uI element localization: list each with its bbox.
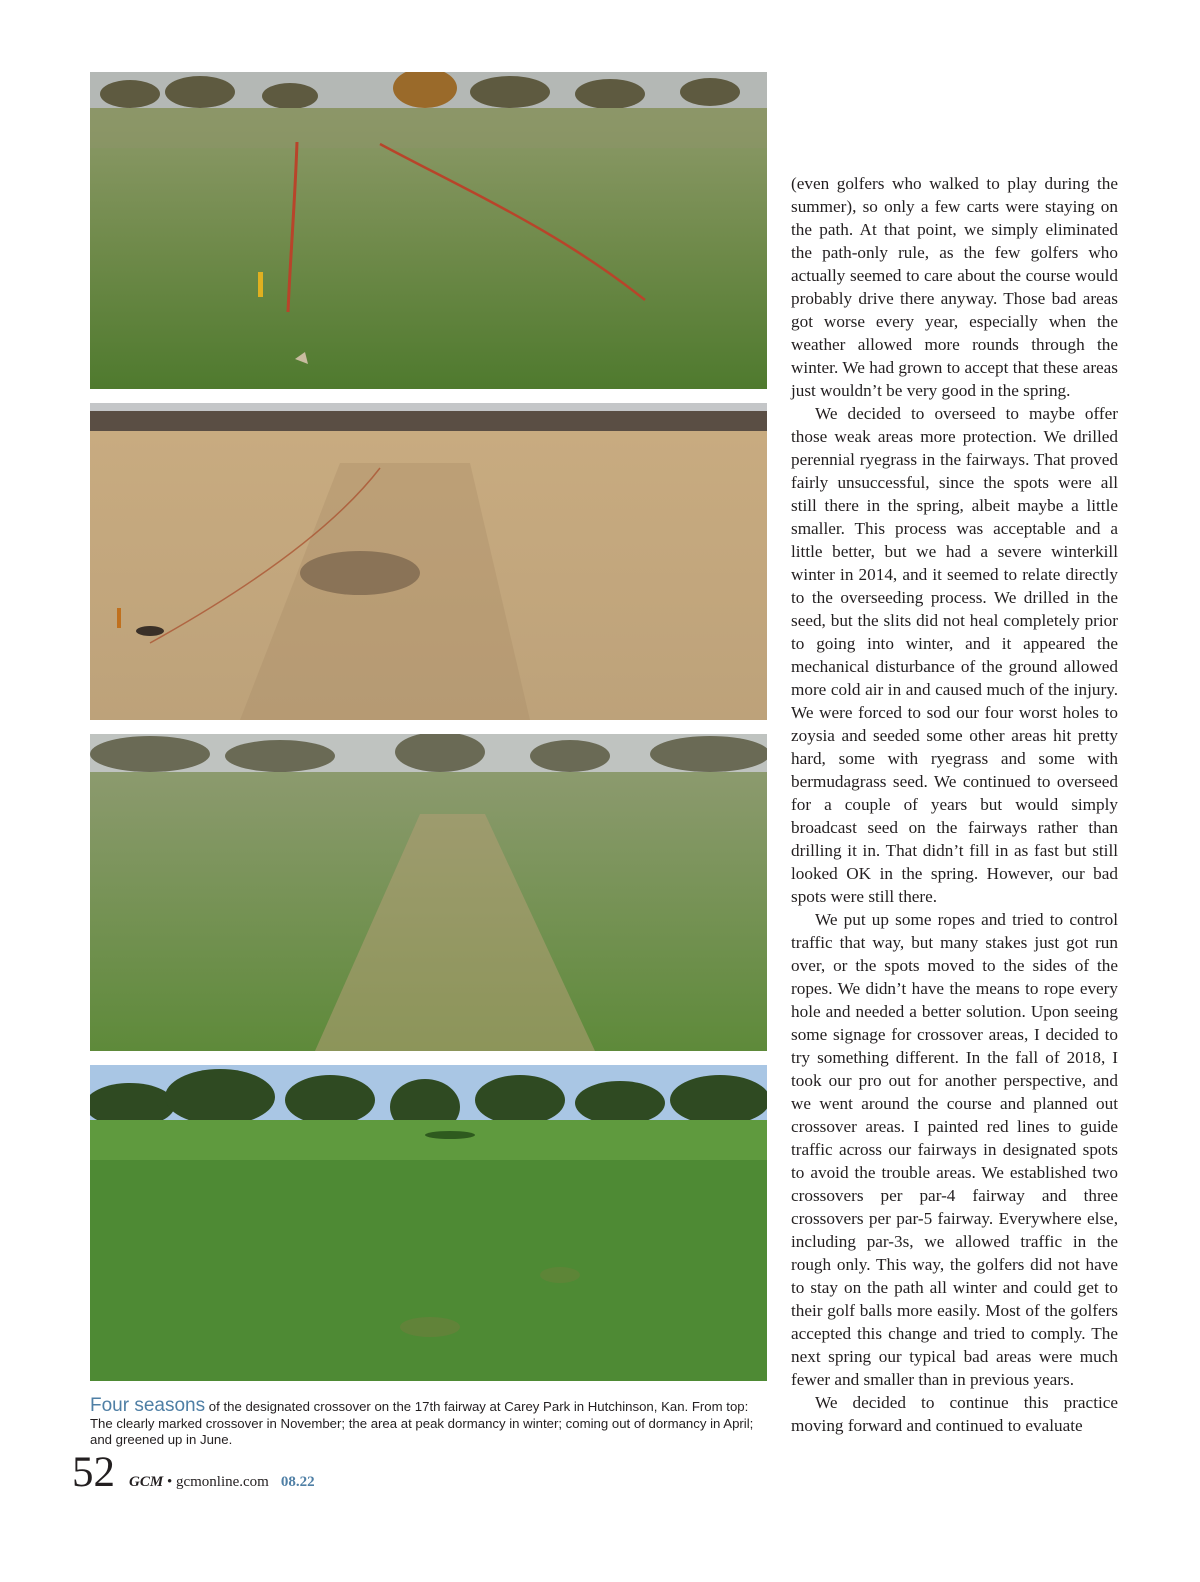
issue-date: 08.22 [280, 1474, 315, 1490]
page-number: 52 [72, 1449, 115, 1496]
crossover-november-photo [90, 72, 767, 389]
page-footer [72, 1448, 315, 1497]
caption-text: of the designated crossover on the 17th fairway at Carey Park in Hutchinson, Kan. From top: The clearly marked crossover in November; the area at peak dormancy in winter; coming out of dormancy in April; and greened up in June. [90, 1399, 754, 1447]
article-paragraph: We decided to continue this practice moving forward and continued to evaluate [791, 1393, 1118, 1435]
crossover-june-photo [90, 1065, 767, 1381]
article-paragraph: (even golfers who walked to play during the summer), so only a few carts were staying on the path. At that point, we simply eliminated the path-only rule, as the few golfers who actually seemed to care about the course would probably drive there anyway. Those bad areas got worse every year, especially when the weather allowed more rounds through the winter. We had grown to accept that these areas just wouldn’t be very good in the spring. [791, 174, 1118, 400]
article-body [791, 172, 1118, 1437]
article-paragraph: We put up some ropes and tried to control traffic that way, but many stakes just got run over, or the spots moved to the sides of the ropes. We didn’t have the means to rope every hole and needed a better solution. Upon seeing some signage for crossover areas, I decided to try something different. In the fall of 2018, I took our pro out for another perspective, and we went around the course and planned out crossover areas. I painted red lines to guide traffic across our fairways in designated spots to avoid the trouble areas. We established two crossovers per par-4 fairway and three crossovers per par-5 fairway. Everywhere else, including par-3s, we allowed traffic in the rough only. This way, the golfers did not have to stay on the path all winter and could get to their golf balls more easily. Most of the golfers accepted this change and tried to comply. The next spring our typical bad areas were much fewer and smaller than in previous years. [791, 910, 1118, 1389]
footer-bullet: • [163, 1474, 176, 1490]
caption-lead: Four seasons [90, 1395, 206, 1416]
crossover-april-photo [90, 734, 767, 1051]
photo-caption [90, 1395, 767, 1449]
article-paragraph: We decided to overseed to maybe offer those weak areas more protection. We drilled perennial ryegrass in the fairways. That proved fairly unsuccessful, since the spots were all still there in the spring, albeit maybe a little smaller. This process was acceptable and a little better, but we had a severe winterkill winter in 2014, and it seemed to relate directly to the overseeding process. We drilled in the seed, but the slits did not heal completely prior to going into winter, and it appeared the mechanical disturbance of the ground allowed more cold air in and caused much of the injury. We were forced to sod our four worst holes to zoysia and seeded some other areas hit pretty hard, some with ryegrass and some with bermudagrass seed. We continued to overseed for a couple of years but would simply broadcast seed on the fairways rather than drilling it in. That didn’t fill in as fast but still looked OK in the spring. However, our bad spots were still there. [791, 404, 1118, 906]
publication-name: GCM [129, 1474, 164, 1490]
website-link: gcmonline.com [175, 1474, 269, 1490]
crossover-winter-photo [90, 403, 767, 720]
